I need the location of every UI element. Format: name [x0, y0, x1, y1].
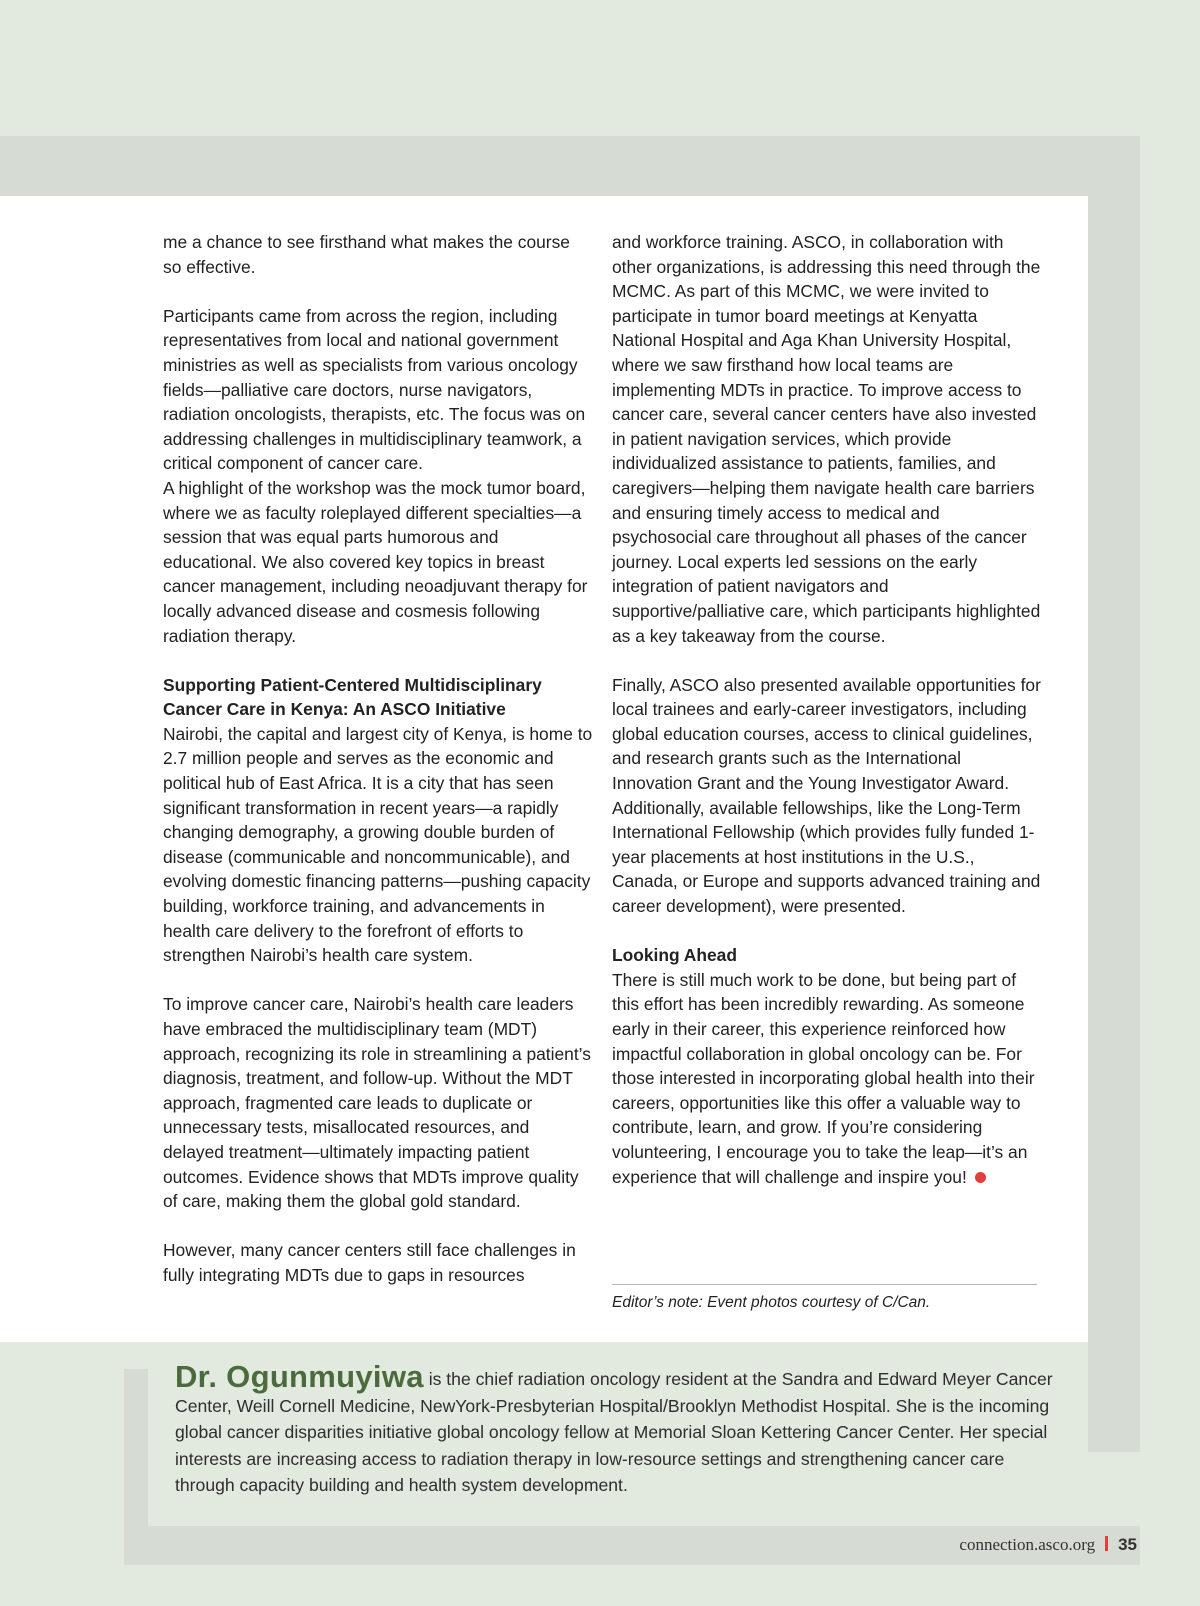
paragraph: To improve cancer care, Nairobi’s health care leaders have embraced the multidisciplinary team (MDT) approach, recognizing its role in streamlining a patient’s diagnosis, treatment, and follow-up. Without the MDT approach, fragmented care leads to duplicate or unnecessary tests, misallocated resources, and delayed treatment—ultimately impacting patient outcomes. Evidence shows that MDTs improve quality of care, making them the global gold standard.	[163, 994, 591, 1212]
footer-separator	[1105, 1536, 1108, 1551]
backdrop-band-right	[1088, 136, 1140, 1452]
editor-note: Editor’s note: Event photos courtesy of C/Can.	[612, 1294, 931, 1311]
paragraph: and workforce training. ASCO, in collaboration with other organizations, is addressing this need through the MCMC. As part of this MCMC, we were invited to participate in tumor board meetings at Kenyatta National Hospital and Aga Khan University Hospital, where we saw firsthand how local teams are implementing MDTs in practice. To improve access to cancer care, several cancer centers have also invested in patient navigation services, which provide individualized assistance to patients, families, and caregivers—helping them navigate health care barriers and ensuring timely access to medical and psychosocial care throughout all phases of the cancer journey. Local experts led sessions on the early integration of patient navigators and supportive/palliative care, which participants highlighted as a key takeaway from the course.	[612, 232, 1041, 646]
left-column	[163, 230, 593, 1288]
section-heading: Looking Ahead	[612, 945, 737, 966]
page-number: 35	[1118, 1535, 1137, 1554]
end-of-article-dot-icon	[975, 1172, 986, 1183]
paragraph: Finally, ASCO also presented available opportunities for local trainees and early-career investigators, including global education courses, access to clinical guidelines, and research grants such as the International Innovation Grant and the Young Investigator Award. Additionally, available fellowships, like the Long-Term International Fellowship (which provides fully funded 1-year placements at host institutions in the U.S., Canada, or Europe and supports advanced training and career development), were presented.	[612, 674, 1041, 917]
paragraph-text: There is still much work to be done, but being part of this effort has been incredibly rewarding. As someone early in their career, this experience reinforced how impactful collaboration in global oncology can be. For those interested in incorporating global health into their careers, opportunities like this offer a valuable way to contribute, learn, and grow. If you’re considering volunteering, I encourage you to take the leap—it’s an experience that will challenge and inspire you!	[612, 969, 1035, 1187]
author-bio-text: is the chief radiation oncology resident at the Sandra and Edward Meyer Cancer Center, Weill Cornell Medicine, NewYork-Presbyterian Hospital/Brooklyn Methodist Hospital. She is the incoming global cancer disparities initiative global oncology fellow at Memorial Sloan Kettering Cancer Center. Her special interests are increasing access to radiation therapy in low-resource settings and strengthening cancer care through capacity building and health system development.	[175, 1369, 1053, 1495]
divider	[612, 1284, 1037, 1285]
author-name: Dr. Ogunmuyiwa	[175, 1359, 424, 1394]
paragraph: A highlight of the workshop was the mock tumor board, where we as faculty roleplayed different specialties—a session that was equal parts humorous and educational. We also covered key topics in breast cancer management, including neoadjuvant therapy for locally advanced disease and cosmesis following radiation therapy.	[163, 477, 588, 646]
right-column	[612, 230, 1042, 1189]
site-url[interactable]: connection.asco.org	[959, 1535, 1096, 1554]
backdrop-band-top	[0, 136, 1140, 196]
section-heading: Supporting Patient-Centered Multidisciplinary Cancer Care in Kenya: An ASCO Initiative	[163, 674, 542, 720]
paragraph: me a chance to see firsthand what makes the course so effective.	[163, 232, 570, 277]
paragraph: Participants came from across the region, including representatives from local and national government ministries as well as specialists from various oncology fields—palliative care doctors, nurse navigators, radiation oncologists, therapists, etc. The focus was on addressing challenges in multidisciplinary teamwork, a critical component of cancer care.	[163, 305, 586, 474]
author-bio-box	[148, 1342, 1088, 1526]
page-footer	[959, 1535, 1137, 1555]
paragraph: Nairobi, the capital and largest city of Kenya, is home to 2.7 million people and serves as the economic and political hub of East Africa. It is a city that has seen significant transformation in recent years—a rapidly changing demography, a growing double burden of disease (communicable and noncommunicable), and evolving domestic financing patterns—pushing capacity building, workforce training, and advancements in health care delivery to the forefront of efforts to strengthen Nairobi’s health care system.	[163, 723, 593, 966]
paragraph: However, many cancer centers still face challenges in fully integrating MDTs due to gaps in resources	[163, 1240, 576, 1285]
closing-paragraph	[612, 968, 1042, 1189]
